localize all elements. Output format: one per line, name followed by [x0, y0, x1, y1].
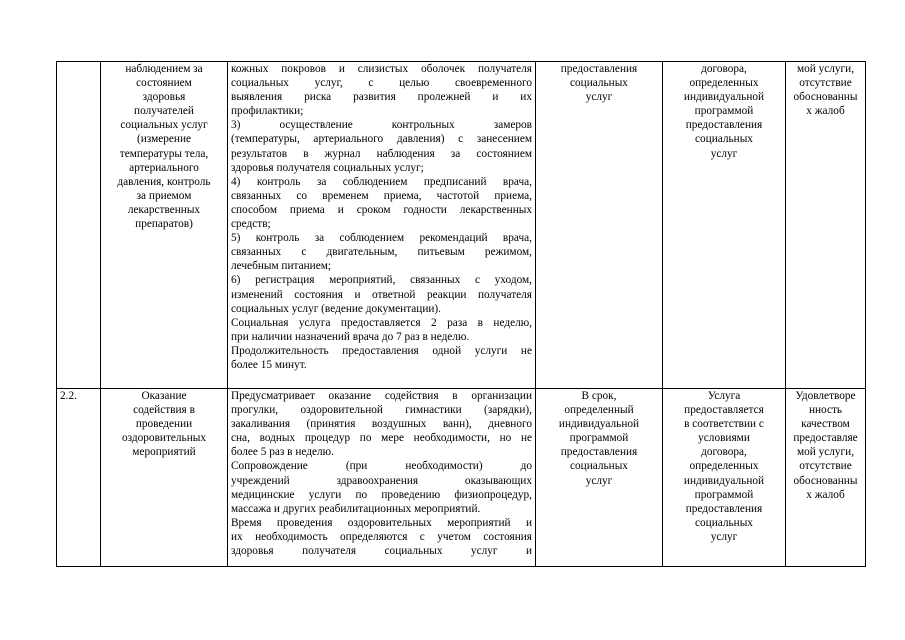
cell-line: программой	[569, 432, 629, 445]
cell-line: социальных услуг	[120, 119, 208, 132]
cell-line: связанных со временем приема, частотой приема,	[231, 189, 532, 202]
cell-line: Услуга	[707, 390, 741, 402]
row-number-cell	[57, 389, 101, 567]
cell-line: социальных услуг (ведение документации).	[231, 302, 442, 315]
cell-line: 4) контроль за соблюдением предписаний врача,	[231, 175, 532, 188]
cell-line: 6) регистрация мероприятий, связанных с уходом,	[231, 274, 532, 287]
cell-line: способом приема и сроком годности лекарственных	[231, 203, 532, 216]
cell-line: закаливания (принятия воздушных ванн), дневного	[231, 418, 532, 431]
cell-line: за приемом	[136, 189, 192, 202]
cell-line: услуг	[710, 530, 738, 543]
cell-line: отсутствие	[799, 460, 852, 473]
cell-line: средств;	[231, 218, 271, 231]
cell-line: Социальная услуга предоставляется 2 раза в неделю,	[231, 316, 532, 329]
cell-line: социальных	[695, 516, 753, 529]
cell-line: социальных	[570, 460, 628, 473]
cell-line: изменений состояния и ответной реакции получателя	[231, 288, 532, 301]
cell-line: качеством	[801, 418, 850, 431]
cell-line: получателей	[134, 105, 194, 118]
row-number-cell	[57, 62, 101, 389]
cell-line: услуг	[585, 91, 613, 104]
cell-line: предоставления	[685, 502, 763, 515]
cell-line: более 5 раз в неделю.	[231, 446, 334, 459]
cell-line: предоставления	[685, 119, 763, 132]
cell-line: давления, контроль	[117, 175, 211, 188]
cell-line: медицинские услуги по проведению физиопроцедур,	[231, 488, 532, 501]
service-term-cell	[536, 62, 663, 389]
cell-line: здоровья получателя социальных услуг и	[231, 545, 532, 558]
cell-line: предоставления	[560, 63, 638, 75]
service-term-cell	[536, 389, 663, 567]
cell-line: кожных покровов и слизистых оболочек получателя	[231, 63, 532, 75]
service-description-cell	[228, 389, 536, 567]
cell-line: Оказание	[141, 390, 187, 402]
cell-line: учреждений здравоохранения оказывающих	[231, 474, 532, 487]
cell-line: программой	[694, 105, 754, 118]
service-name-cell	[101, 389, 228, 567]
cell-line: при наличии назначений врача до 7 раз в неделю.	[231, 330, 470, 343]
cell-line: услуг	[710, 147, 738, 160]
cell-line: выявления риска развития пролежней и их	[231, 91, 532, 104]
cell-line: артериального	[129, 161, 199, 174]
cell-line: лекарственных	[127, 203, 201, 216]
cell-line: Продолжительность предоставления одной услуги не	[231, 344, 532, 357]
cell-line: (измерение	[136, 133, 192, 146]
service-description-cell	[228, 62, 536, 389]
cell-line: программой	[694, 488, 754, 501]
cell-line: более 15 минут.	[231, 358, 307, 371]
cell-line: мой услуги,	[796, 63, 855, 75]
cell-line: массажа и других реабилитационных мероприятий.	[231, 502, 481, 515]
cell-line: договора,	[701, 63, 747, 75]
cell-line: услуг	[585, 474, 613, 487]
cell-line: В срок,	[581, 390, 617, 402]
cell-line: социальных	[695, 133, 753, 146]
cell-line: наблюдением за	[125, 63, 203, 75]
cell-line: определенный	[564, 404, 634, 417]
cell-line: профилактики;	[231, 105, 304, 118]
cell-line: 3) осуществление контрольных замеров	[231, 119, 532, 132]
cell-line: Сопровождение (при необходимости) до	[231, 460, 532, 473]
cell-line: сна, водных процедур по мере необходимости, но не	[231, 432, 532, 445]
cell-line: определенных	[689, 460, 759, 473]
cell-line: предоставляе	[793, 432, 858, 445]
cell-line: х жалоб	[806, 488, 845, 501]
cell-line: здоровья	[142, 91, 186, 104]
cell-line: договора,	[701, 446, 747, 459]
cell-line: мой услуги,	[796, 446, 855, 459]
service-name-cell	[101, 62, 228, 389]
cell-line: связанных с двигательным, питьевым режимом,	[231, 246, 532, 259]
cell-line: Предусматривает оказание содействия в организации	[231, 390, 532, 402]
cell-line: их необходимость определяются с учетом состояния	[231, 530, 532, 543]
cell-line: отсутствие	[799, 77, 852, 90]
cell-line: предоставляется	[684, 404, 764, 417]
cell-line: обоснованны	[793, 91, 858, 104]
service-conditions-cell	[663, 389, 786, 567]
cell-line: индивидуальной	[558, 418, 640, 431]
cell-line: обоснованны	[793, 474, 858, 487]
cell-line: прогулки, оздоровительной гимнастики (зарядки),	[231, 404, 532, 417]
service-conditions-cell	[663, 62, 786, 389]
cell-line: социальных	[570, 77, 628, 90]
cell-line: предоставления	[560, 446, 638, 459]
cell-line: индивидуальной	[683, 474, 765, 487]
cell-line: лечебным питанием;	[231, 260, 331, 273]
cell-line: 5) контроль за соблюдением рекомендаций врача,	[231, 232, 532, 245]
service-quality-cell	[786, 389, 866, 567]
cell-line: индивидуальной	[683, 91, 765, 104]
cell-line: содействия в	[133, 404, 195, 417]
service-quality-cell	[786, 62, 866, 389]
cell-line: препаратов)	[135, 218, 193, 231]
cell-line: мероприятий	[132, 446, 196, 459]
cell-line: оздоровительных	[121, 432, 206, 445]
table-row	[57, 62, 866, 389]
cell-line: определенных	[689, 77, 759, 90]
services-table	[56, 61, 866, 567]
cell-line: в соответствии с	[684, 418, 764, 431]
cell-line: Время проведения оздоровительных мероприятий и	[231, 516, 532, 529]
cell-line: здоровья получателя социальных услуг;	[231, 161, 424, 174]
table-row	[57, 389, 866, 567]
cell-line: температуры тела,	[119, 147, 209, 160]
row-number: 2.2.	[60, 390, 77, 402]
cell-line: Удовлетворе	[795, 390, 856, 402]
cell-line: условиями	[698, 432, 750, 445]
cell-line: х жалоб	[806, 105, 845, 118]
cell-line: нность	[808, 404, 843, 417]
cell-line: состоянием	[136, 77, 192, 90]
cell-line: (температуры, артериального давления) с занесением	[231, 133, 532, 146]
cell-line: социальных услуг, с целью своевременного	[231, 77, 532, 90]
cell-line: результатов в журнал наблюдения за состоянием	[231, 147, 532, 160]
cell-line: проведении	[135, 418, 193, 431]
